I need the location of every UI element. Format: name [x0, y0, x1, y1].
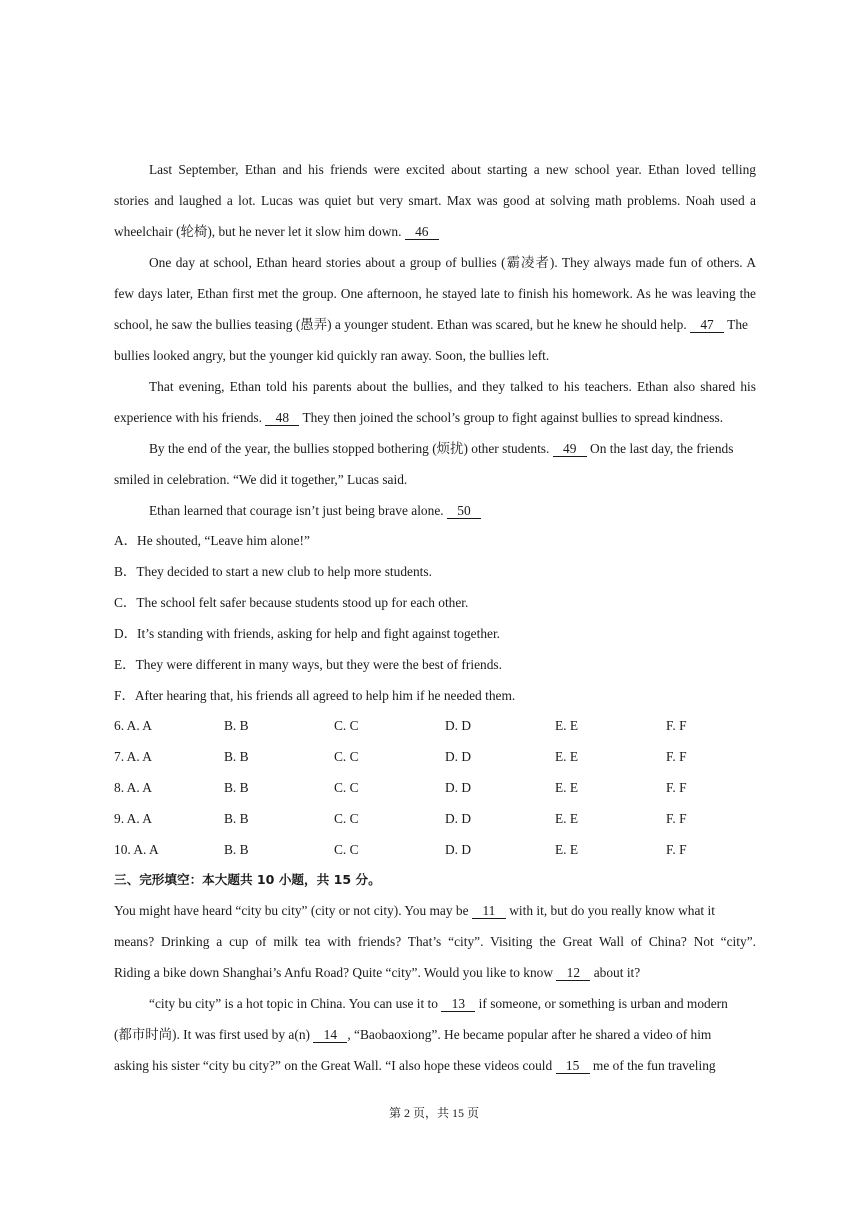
passage-text: with it, but do you really know what it	[505, 903, 715, 918]
choice-a: A．He shouted, “Leave him alone!”	[114, 533, 310, 548]
option-f[interactable]: F. F	[666, 749, 687, 764]
option-e[interactable]: E. E	[555, 842, 579, 857]
passage-line	[114, 902, 756, 920]
answer-row	[114, 717, 756, 735]
option-e[interactable]: E. E	[555, 811, 579, 826]
option-d[interactable]: D. D	[445, 842, 472, 857]
passage-text: The	[724, 317, 748, 332]
option-f[interactable]: F. F	[666, 842, 687, 857]
passage-line	[149, 995, 756, 1013]
answer-row	[114, 810, 756, 828]
option-a[interactable]: 7. A. A	[114, 749, 152, 764]
passage-line: means? Drinking a cup of milk tea with friends? That’s “city”. Visiting the Great Wall of China? Not “city”.	[114, 934, 756, 949]
option-c[interactable]: C. C	[334, 718, 359, 733]
passage-text: Ethan learned that courage isn’t just being brave alone.	[149, 503, 447, 518]
option-c[interactable]: C. C	[334, 749, 359, 764]
option-e[interactable]: E. E	[555, 780, 579, 795]
option-b[interactable]: B. B	[224, 718, 249, 733]
passage-text: asking his sister “city bu city?” on the Great Wall. “I also hope these videos could	[114, 1058, 556, 1073]
option-b[interactable]: B. B	[224, 842, 249, 857]
passage-line	[114, 409, 756, 427]
page-footer: 第 2 页，共 15 页	[388, 1106, 479, 1120]
passage-text: Riding a bike down Shanghai’s Anfu Road? Quite “city”. Would you like to know	[114, 965, 557, 980]
passage-text: wheelchair (轮椅), but he never let it slow him down.	[114, 224, 405, 239]
option-d[interactable]: D. D	[445, 811, 472, 826]
blank-15: 15	[556, 1059, 590, 1074]
blank-13: 13	[441, 997, 475, 1012]
option-d[interactable]: D. D	[445, 718, 472, 733]
choice-c: C．The school felt safer because students stood up for each other.	[114, 595, 469, 610]
passage-text: “city bu city” is a hot topic in China. You can use it to	[149, 996, 442, 1011]
passage-text: , “Baobaoxiong”. He became popular after he shared a video of him	[347, 1027, 712, 1042]
option-c[interactable]: C. C	[334, 780, 359, 795]
option-d[interactable]: D. D	[445, 749, 472, 764]
option-f[interactable]: F. F	[666, 780, 687, 795]
passage-line: smiled in celebration. “We did it together,” Lucas said.	[114, 472, 408, 487]
choice-e: E．They were different in many ways, but they were the best of friends.	[114, 657, 502, 672]
choice-b: B．They decided to start a new club to help more students.	[114, 564, 432, 579]
passage-line: stories and laughed a lot. Lucas was quiet but very smart. Max was good at solving math problems. Noah used a	[114, 193, 756, 208]
option-a[interactable]: 6. A. A	[114, 718, 152, 733]
passage-text: if someone, or something is urban and modern	[475, 996, 728, 1011]
passage-text: They then joined the school’s group to fight against bullies to spread kindness.	[299, 410, 724, 425]
passage-text: school, he saw the bullies teasing (愚弄) a younger student. Ethan was scared, but he knew he should help.	[114, 317, 691, 332]
blank-14: 14	[313, 1028, 347, 1043]
answer-row	[114, 748, 756, 766]
option-e[interactable]: E. E	[555, 718, 579, 733]
blank-11: 11	[472, 904, 506, 919]
passage-text: You might have heard “city bu city” (city or not city). You may be	[114, 903, 472, 918]
option-c[interactable]: C. C	[334, 811, 359, 826]
passage-line: One day at school, Ethan heard stories about a group of bullies (霸凌者). They always made fun of others. A	[149, 255, 756, 270]
passage-line: That evening, Ethan told his parents about the bullies, and they talked to his teachers. Ethan also shared his	[149, 379, 756, 394]
option-e[interactable]: E. E	[555, 749, 579, 764]
blank-47: 47	[690, 318, 724, 333]
passage-text: me of the fun traveling	[589, 1058, 716, 1073]
passage-line: bullies looked angry, but the younger kid quickly ran away. Soon, the bullies left.	[114, 348, 550, 363]
blank-49: 49	[553, 442, 587, 457]
passage-line	[114, 316, 756, 334]
option-c[interactable]: C. C	[334, 842, 359, 857]
passage-line	[114, 1026, 756, 1044]
option-a[interactable]: 8. A. A	[114, 780, 152, 795]
passage-text: By the end of the year, the bullies stopped bothering (烦扰) other students.	[149, 441, 553, 456]
passage-line	[114, 223, 756, 241]
passage-line	[149, 502, 756, 520]
passage-text: (都市时尚). It was first used by a(n)	[114, 1027, 314, 1042]
option-a[interactable]: 9. A. A	[114, 811, 152, 826]
option-f[interactable]: F. F	[666, 718, 687, 733]
passage-line	[114, 964, 756, 982]
option-a[interactable]: 10. A. A	[114, 842, 159, 857]
choice-f: F．After hearing that, his friends all agreed to help him if he needed them.	[114, 688, 516, 703]
option-b[interactable]: B. B	[224, 780, 249, 795]
section-heading: 三、完形填空：本大题共 10 小题，共 15 分。	[114, 872, 381, 887]
passage-line: Last September, Ethan and his friends were excited about starting a new school year. Ethan loved telling	[149, 162, 756, 177]
option-b[interactable]: B. B	[224, 749, 249, 764]
option-d[interactable]: D. D	[445, 780, 472, 795]
answer-row	[114, 779, 756, 797]
passage-text: On the last day, the friends	[586, 441, 734, 456]
answer-row	[114, 841, 756, 859]
passage-line	[149, 440, 756, 458]
blank-12: 12	[556, 966, 590, 981]
passage-text: about it?	[590, 965, 641, 980]
passage-line	[114, 1057, 756, 1075]
blank-48: 48	[265, 411, 299, 426]
choice-d: D．It’s standing with friends, asking for help and fight against together.	[114, 626, 501, 641]
option-f[interactable]: F. F	[666, 811, 687, 826]
passage-line: few days later, Ethan first met the group. One afternoon, he stayed late to finish his homework. As he was leaving the	[114, 286, 756, 301]
passage-text: experience with his friends.	[114, 410, 266, 425]
option-b[interactable]: B. B	[224, 811, 249, 826]
blank-46: 46	[405, 225, 439, 240]
blank-50: 50	[447, 504, 481, 519]
